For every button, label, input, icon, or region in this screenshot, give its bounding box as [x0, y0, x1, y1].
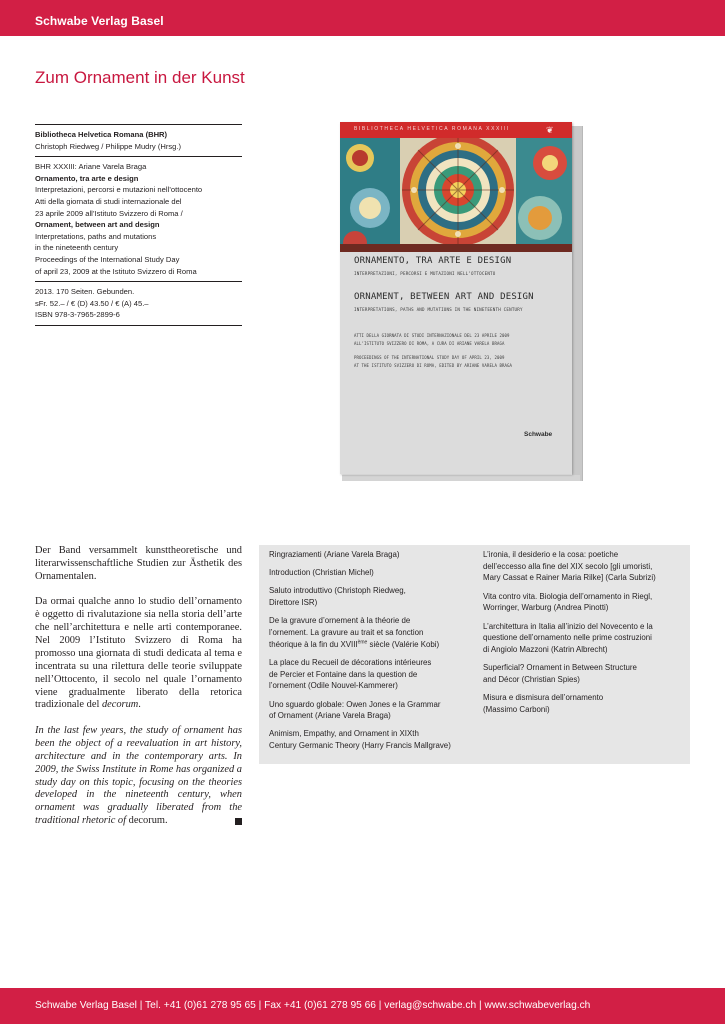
toc-line: Superficial? Ornament in Between Structure	[483, 663, 637, 673]
eagle-logo-icon: ❦	[546, 125, 554, 135]
series-name: Bibliotheca Helvetica Romana (BHR)	[35, 130, 168, 139]
ornament-illustration	[340, 138, 572, 252]
toc-item	[269, 728, 474, 751]
description-italian-emphasis: decorum	[101, 699, 139, 711]
toc-item	[269, 549, 474, 561]
proceedings-it-1: Atti della giornata di studi internazionale del	[35, 196, 182, 206]
toc-line: l’ornement (Odile Nouvel-Kammerer)	[269, 681, 398, 691]
toc-line: Direttore ISR)	[269, 598, 318, 608]
toc-item	[269, 567, 474, 579]
toc-line: De la gravure d’ornement à la théorie de	[269, 616, 411, 626]
toc-line	[269, 639, 474, 651]
toc-line: Introduction (Christian Michel)	[269, 568, 374, 578]
toc-item	[269, 615, 474, 650]
isbn: ISBN 978-3-7965-2899-6	[35, 310, 120, 320]
toc-line: dell’eccesso alla fine del XIX secolo [gli umoristi,	[483, 561, 653, 571]
contact-info: Schwabe Verlag Basel | Tel. +41 (0)61 278 95 65 | Fax +41 (0)61 278 95 66 | verlag@schwabe.ch | www.schwabeverlag.ch	[35, 1000, 591, 1011]
toc-item	[483, 549, 688, 584]
cover-proceedings-line-1: PROCEEDINGS OF THE INTERNATIONAL STUDY DAY OF APRIL 23, 2009	[354, 355, 505, 360]
price: sFr. 52.– / € (D) 43.50 / € (A) 45.–	[35, 298, 149, 308]
cover-atti-line-1: ATTI DELLA GIORNATA DI STUDI INTERNAZIONALE DEL 23 APRILE 2009	[354, 333, 510, 338]
toc-item	[483, 692, 688, 715]
toc-line: l’ornement. La gravure au trait et sa fonction	[269, 628, 424, 638]
toc-line: di Angiolo Mazzoni (Katrin Albrecht)	[483, 644, 608, 654]
cover-front	[340, 122, 572, 474]
toc-item	[483, 591, 688, 614]
title-info	[35, 157, 242, 281]
purchase-info	[35, 282, 242, 325]
cover-subtitle-it: INTERPRETAZIONI, PERCORSI E MUTAZIONI NELL’OTTOCENTO	[354, 271, 496, 276]
toc-line: Mary Cassat e Rainer Maria Rilke] (Carla Subrizi)	[483, 573, 656, 583]
table-of-contents	[259, 545, 690, 764]
toc-line: Vita contro vita. Biologia dell’ornamento in Riegl,	[483, 591, 653, 601]
description-italian	[35, 596, 242, 712]
description-italian-text: Da ormai qualche anno lo studio dell’ornamento è oggetto di rivalutazione sia nella storia dell’arte che nell’architettura e nelle arti contemporanee. Nel 2009 l’Istituto Svizzero di Roma ha promosso una giornata di studi dedicata al tema e incentrata su una rilettura delle teorie sviluppate nell’Ottocento, il secolo nel quale l’ornamento viene gradualmente liberato della retorica tradizionale del	[35, 596, 242, 711]
cover-atti-line-2: ALL’ISTITUTO SVIZZERO DI ROMA, A CURA DI ARIANE VARELA BRAGA	[354, 341, 505, 346]
series-info	[35, 125, 242, 156]
toc-line: de Percier et Fontaine dans la question de	[269, 669, 418, 679]
toc-superscript: ème	[357, 639, 368, 646]
proceedings-it-2: 23 aprile 2009 all’Istituto Svizzero di Roma /	[35, 208, 183, 218]
description-english-text: In the last few years, the study of ornament has been the object of a reevaluation in art history, architecture and in the contemporary arts. In 2009, the Swiss Institute in Rome has organized a study day on this topic, focusing on the theories developed in the nineteenth century, when ornament was gradually liberated from the traditional rhetoric of	[35, 724, 242, 827]
toc-line: (Massimo Carboni)	[483, 704, 550, 714]
description-english-emphasis: decorum	[128, 815, 165, 827]
cover-series-text: BIBLIOTHECA HELVETICA ROMANA XXXIII	[354, 126, 510, 132]
book-title-en: Ornament, between art and design	[35, 220, 160, 230]
cover-back-board	[572, 126, 583, 481]
description-german: Der Band versammelt kunsttheoretische und literarwissenschaftliche Studien zur Ästhetik des Ornamentalen.	[35, 545, 242, 582]
toc-line: and Décor (Christian Spies)	[483, 674, 580, 684]
toc-item	[269, 699, 474, 722]
toc-line: L’architettura in Italia all’inizio del Novecento e la	[483, 621, 653, 631]
volume-author: BHR XXXIII: Ariane Varela Braga	[35, 162, 147, 172]
publisher-brand: Schwabe Verlag Basel	[35, 14, 164, 28]
toc-item	[269, 657, 474, 692]
header-bar	[0, 0, 725, 36]
cover-title-en: ORNAMENT, BETWEEN ART AND DESIGN	[354, 292, 534, 302]
toc-line: Ringraziamenti (Ariane Varela Braga)	[269, 550, 400, 559]
cover-proceedings-line-2: AT THE ISTITUTO SVIZZERO DI ROMA, EDITED BY ARIANE VARELA BRAGA	[354, 363, 513, 368]
proceedings-en-1: Proceedings of the International Study Day	[35, 254, 180, 264]
toc-line: Saluto introduttivo (Christoph Riedweg,	[269, 586, 406, 596]
book-subtitle-it: Interpretazioni, percorsi e mutazioni nell’ottocento	[35, 185, 203, 195]
toc-line: Century Germanic Theory (Harry Francis Mallgrave)	[269, 741, 451, 751]
description-english	[35, 725, 242, 828]
toc-line: Uno sguardo globale: Owen Jones e la Grammar	[269, 699, 441, 709]
description-italian-end: .	[138, 699, 141, 711]
toc-line-part: siècle (Valérie Kobi)	[367, 639, 440, 649]
toc-column-2	[483, 549, 688, 722]
toc-column-1	[269, 549, 474, 758]
book-subtitle-en-2: in the nineteenth century	[35, 243, 119, 253]
book-title-it: Ornamento, tra arte e design	[35, 173, 139, 183]
toc-item	[269, 585, 474, 608]
book-metadata	[35, 124, 242, 326]
cover-subtitle-en: INTERPRETATIONS, PATHS AND MUTATIONS IN THE NINETEENTH CENTURY	[354, 307, 523, 312]
page-title: Zum Ornament in der Kunst	[35, 68, 245, 87]
toc-line: Animism, Empathy, and Ornament in XIXth	[269, 729, 419, 739]
toc-line-part: théorique à la fin du XVIII	[269, 639, 358, 649]
footer-bar	[0, 988, 725, 1024]
end-mark-icon	[235, 818, 242, 825]
series-editors: Christoph Riedweg / Philippe Mudry (Hrsg.)	[35, 141, 182, 151]
toc-line: L’ironia, il desiderio e la cosa: poetiche	[483, 550, 619, 559]
toc-line: questione dell’ornamento nelle prime costruzioni	[483, 633, 652, 643]
toc-line: of Ornament (Ariane Varela Braga)	[269, 711, 391, 721]
toc-item	[483, 621, 688, 656]
cover-pages-edge	[342, 475, 580, 481]
book-description	[35, 545, 242, 841]
divider	[35, 325, 242, 326]
cover-publisher: Schwabe	[524, 431, 553, 438]
toc-line: Worringer, Warburg (Andrea Pinotti)	[483, 603, 609, 613]
description-english-end: .	[164, 815, 168, 827]
cover-title-it: ORNAMENTO, TRA ARTE E DESIGN	[354, 256, 512, 266]
toc-line: La place du Recueil de décorations intérieures	[269, 657, 432, 667]
edition-details: 2013. 170 Seiten. Gebunden.	[35, 287, 135, 297]
book-subtitle-en-1: Interpretations, paths and mutations	[35, 231, 157, 241]
book-cover	[340, 122, 585, 484]
toc-line: Misura e dismisura dell’ornamento	[483, 693, 604, 703]
proceedings-en-2: of april 23, 2009 at the Istituto Svizzero di Roma	[35, 266, 197, 276]
toc-item	[483, 662, 688, 685]
